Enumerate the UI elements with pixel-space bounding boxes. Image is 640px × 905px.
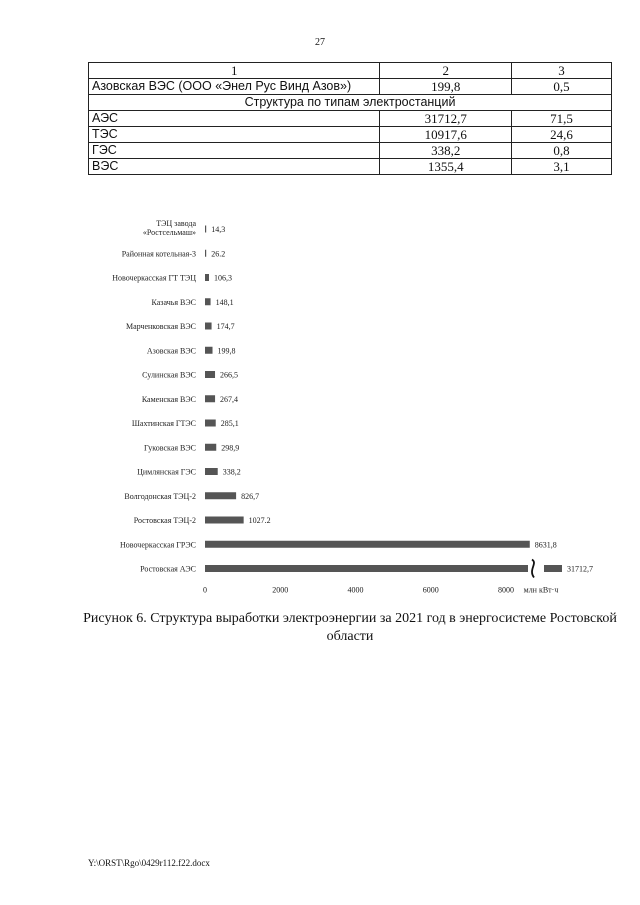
table-cell-value: 31712,7 — [380, 111, 512, 127]
bar — [205, 323, 212, 330]
table-cell-value: 1355,4 — [380, 159, 512, 175]
table-cell-share: 0,5 — [512, 79, 612, 95]
x-axis-unit-label: млн кВт·ч — [523, 585, 559, 595]
table-header-cell: 1 — [89, 63, 380, 79]
bar — [205, 541, 530, 548]
table-cell-value: 338,2 — [380, 143, 512, 159]
bar — [205, 395, 215, 402]
table-header-cell: 2 — [380, 63, 512, 79]
bar-tail — [544, 565, 562, 572]
table-section-row — [89, 95, 612, 111]
bar — [205, 274, 209, 281]
bar — [205, 468, 218, 475]
category-label: Новочеркасская ГРЭС — [120, 540, 196, 550]
value-label: 14,3 — [211, 225, 226, 234]
table-row — [89, 111, 612, 127]
value-label: 26.2 — [211, 249, 226, 259]
value-label: 266,5 — [220, 370, 239, 380]
x-tick-label: 2000 — [272, 585, 289, 595]
table-header-cell: 3 — [512, 63, 612, 79]
x-tick-label: 4000 — [347, 585, 364, 595]
value-label: 338,2 — [222, 467, 241, 477]
value-label: 298,9 — [221, 443, 240, 453]
table-row — [89, 127, 612, 143]
x-tick-label: 6000 — [422, 585, 439, 595]
figure-caption: Рисунок 6. Структура выработки электроэнергии за 2021 год в энергосистеме Ростовской области — [83, 611, 617, 644]
footer-file-path: Y:\ORST\Rgo\0429r112.f22.docx — [88, 858, 210, 868]
x-tick-label: 0 — [203, 585, 207, 595]
value-label: 285,1 — [220, 419, 239, 428]
page-number: 27 — [315, 37, 325, 48]
category-label: Районная котельная-3 — [121, 249, 196, 259]
category-label: Шахтинская ГТЭС — [131, 419, 196, 428]
bar — [205, 517, 244, 524]
bar — [205, 226, 206, 233]
bar — [205, 565, 528, 572]
bar — [205, 420, 216, 427]
category-label: Гуковская ВЭС — [143, 443, 196, 453]
bar — [205, 347, 213, 354]
x-tick-label: 8000 — [498, 585, 514, 595]
bar-chart — [0, 210, 640, 602]
value-label: 148,1 — [215, 297, 234, 307]
data-table — [88, 62, 612, 175]
value-label: 106,3 — [213, 273, 232, 283]
table-cell-share: 71,5 — [512, 111, 612, 127]
table-row — [89, 159, 612, 175]
category-label: Каменская ВЭС — [141, 394, 196, 404]
table-cell-name: АЭС — [89, 111, 380, 127]
category-label: Сулинская ВЭС — [142, 370, 196, 380]
table-cell-name: ВЭС — [89, 159, 380, 175]
bar — [205, 492, 236, 499]
table-cell-name: Азовская ВЭС (ООО «Энел Рус Винд Азов») — [89, 79, 380, 95]
category-label: Казачья ВЭС — [151, 297, 196, 307]
category-label: Ростовская АЭС — [140, 564, 196, 574]
value-label: 267,4 — [220, 394, 239, 404]
category-label: Азовская ВЭС — [146, 346, 196, 356]
category-label: Волгодонская ТЭЦ-2 — [124, 491, 196, 501]
value-label: 199,8 — [217, 346, 236, 356]
table-header-row — [89, 63, 612, 79]
table-cell-value: 10917,6 — [380, 127, 512, 143]
value-label: 174,7 — [216, 322, 235, 331]
table-section-title: Структура по типам электростанций — [89, 95, 612, 111]
bar — [205, 250, 206, 257]
table-cell-value: 199,8 — [380, 79, 512, 95]
table-cell-share: 24,6 — [512, 127, 612, 143]
bar — [205, 298, 211, 305]
category-label: Марченковская ВЭС — [125, 322, 196, 331]
category-label: Цимлянская ГЭС — [137, 467, 196, 477]
value-label: 8631,8 — [534, 540, 557, 550]
table-row — [89, 79, 612, 95]
axis-break-mark — [532, 560, 534, 578]
bar — [205, 444, 216, 451]
table-cell-share: 0,8 — [512, 143, 612, 159]
value-label: 826,7 — [241, 491, 260, 501]
category-label: ТЭЦ завода «Ростсельмаш» — [142, 219, 196, 237]
bar — [205, 371, 215, 378]
table-row — [89, 143, 612, 159]
value-label: 31712,7 — [567, 564, 593, 574]
table-cell-share: 3,1 — [512, 159, 612, 175]
category-label: Ростовская ТЭЦ-2 — [133, 516, 196, 525]
category-label: Новочеркасская ГТ ТЭЦ — [112, 273, 196, 283]
value-label: 1027.2 — [248, 516, 271, 525]
table-cell-name: ТЭС — [89, 127, 380, 143]
table-cell-name: ГЭС — [89, 143, 380, 159]
